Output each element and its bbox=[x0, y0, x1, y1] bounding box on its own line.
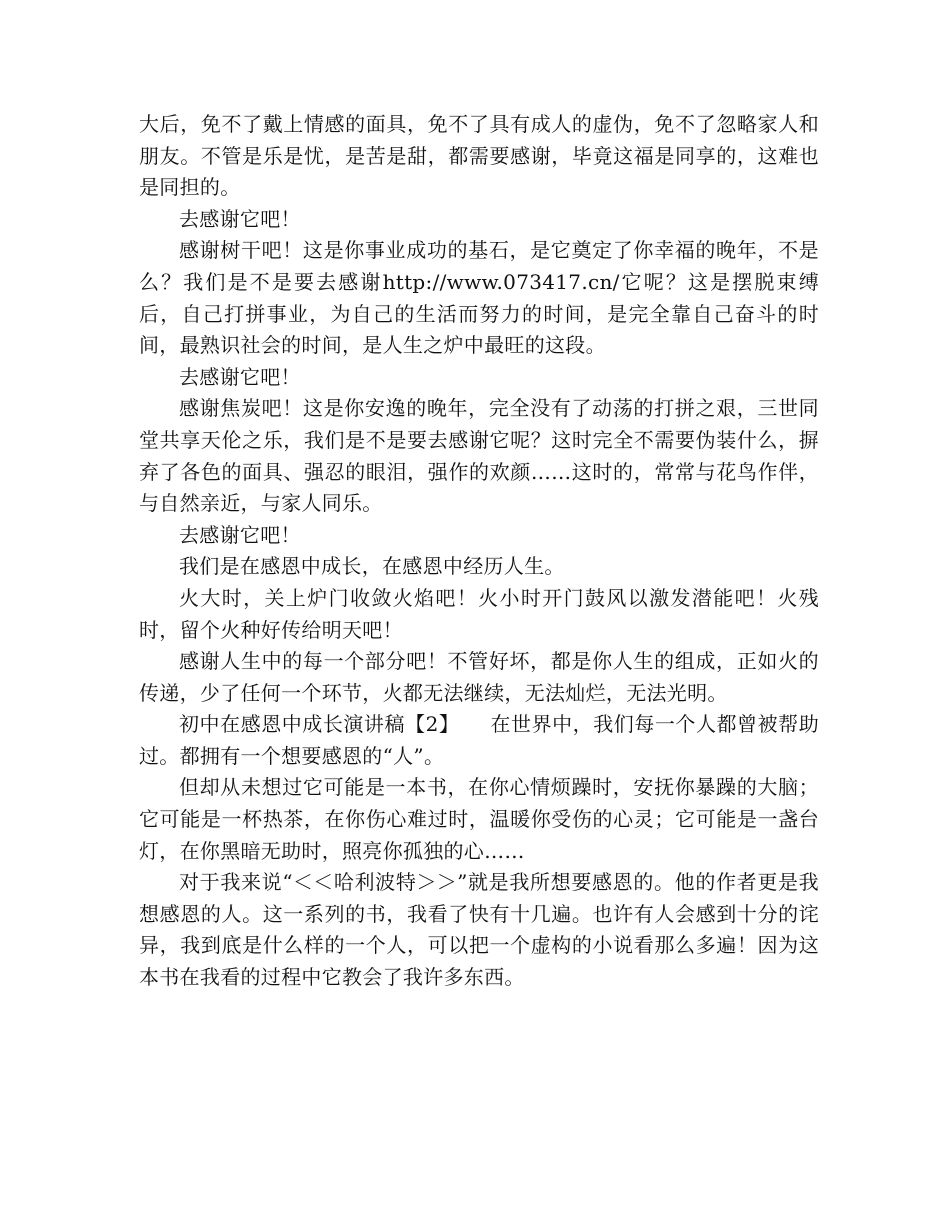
paragraph: 感谢焦炭吧！这是你安逸的晚年，完全没有了动荡的打拼之艰，三世同堂共享天伦之乐，我们是不是要去感谢它呢？这时完全不需要伪装什么，摒弃了各色的面具、强忍的眼泪，强作的欢颜……这时的，常常与花鸟作伴，与自然亲近，与家人同乐。 bbox=[139, 396, 819, 516]
paragraph: 感谢人生中的每一个部分吧！不管好坏，都是你人生的组成，正如火的传递，少了任何一个环节，火都无法继续，无法灿烂，无法光明。 bbox=[139, 649, 819, 705]
paragraph: 火大时，关上炉门收敛火焰吧！火小时开门鼓风以激发潜能吧！火残时，留个火种好传给明天吧！ bbox=[139, 585, 819, 642]
paragraph: 但却从未想过它可能是一本书，在你心情烦躁时，安抚你暴躁的大脑；它可能是一杯热茶，在你伤心难过时，温暖你受伤的心灵；它可能是一盏台灯，在你黑暗无助时，照亮你孤独的心…… bbox=[139, 775, 819, 863]
paragraph: 初中在感恩中成长演讲稿【2】 在世界中，我们每一个人都曾被帮助过。都拥有一个想要感恩的“人”。 bbox=[139, 712, 819, 768]
paragraph: 我们是在感恩中成长，在感恩中经历人生。 bbox=[179, 554, 565, 579]
paragraph: 去感谢它吧！ bbox=[179, 206, 301, 231]
document-body bbox=[139, 109, 819, 994]
paragraph: 去感谢它吧！ bbox=[179, 364, 301, 389]
paragraph: 去感谢它吧！ bbox=[179, 522, 301, 547]
paragraph: 大后，免不了戴上情感的面具，免不了具有成人的虚伪，免不了忽略家人和朋友。不管是乐是忧，是苦是甜，都需要感谢，毕竟这福是同享的，这难也是同担的。 bbox=[139, 112, 819, 200]
paragraph: 对于我来说“＜＜哈利波特＞＞”就是我所想要感恩的。他的作者更是我想感恩的人。这一系列的书，我看了快有十几遍。也许有人会感到十分的诧异，我到底是什么样的一个人，可以把一个虚构的小说看那么多遍！因为这本书在我看的过程中它教会了我许多东西。 bbox=[139, 870, 819, 990]
paragraph: 感谢树干吧！这是你事业成功的基石，是它奠定了你幸福的晚年，不是么？我们是不是要去感谢http://www.073417.cn/它呢？这是摆脱束缚后，自己打拼事业，为自己的生活而努力的时间，是完全靠自己奋斗的时间，最熟识社会的时间，是人生之炉中最旺的这段。 bbox=[139, 238, 819, 358]
